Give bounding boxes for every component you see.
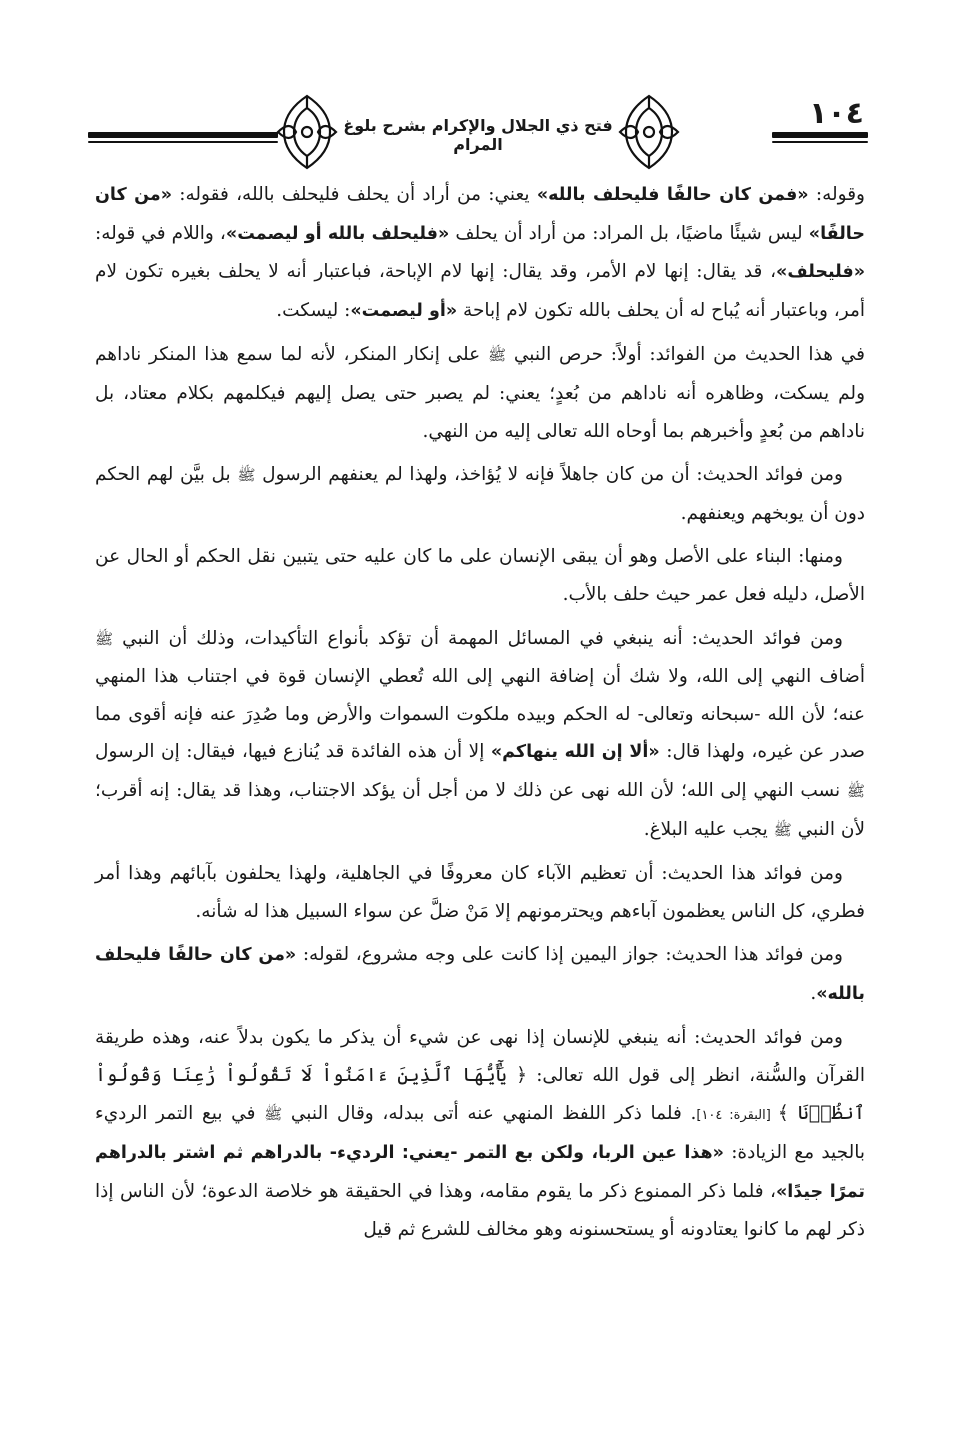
paragraph-7: ومن فوائد هذا الحديث: جواز اليمين إذا كانت على وجه مشروع، لقوله: «من كان حالفًا فليحلف بالله». [95, 944, 865, 1004]
hadith-quote: «من كان حالفًا» [95, 185, 865, 244]
hadith-quote: «هذا عين الربا، ولكن بع التمر -يعني: الرديء- بالدراهم ثم اشتر بالدراهم تمرًا جيدًا» [95, 1143, 865, 1202]
header-rule-right [772, 132, 868, 138]
verse-reference: [البقرة: ١٠٤] [696, 1107, 778, 1123]
paragraph-3: ومن فوائد الحديث: أن من كان جاهلاً فإنه لا يُؤاخذ، ولهذا لم يعنفهم الرسول ﷺ بل بيَّن لهم الحكم دون أن يوبخهم ويعنفهم. [95, 464, 865, 524]
page-number: ١٠٤ [809, 96, 864, 131]
header-rule-right-thin [772, 141, 868, 143]
page-body [95, 176, 865, 1255]
page-header [88, 92, 868, 172]
paragraph-4: ومنها: البناء على الأصل وهو أن يبقى الإنسان على ما كان عليه حتى يتبين نقل الحكم أو الحال عن الأصل، دليله فعل عمر حيث حلف بالأب. [95, 546, 865, 605]
paragraph-8: ومن فوائد الحديث: أنه ينبغي للإنسان إذا نهى عن شيء أن يذكر ما يكون بدلاً عنه، وهذه طريقة القرآن والسُّنة، انظر إلى قول الله تعالى: ﴿ يَٰٓأَيُّهَا ٱلَّذِينَ ءَامَنُواْ لَا تَقُولُواْ رَٰعِنَا وَقُولُواْ ٱنظُرۡنَا ﴾ [البقرة: ١٠٤]. فلما ذكر اللفظ المنهي عنه أتى ببدله، وقال النبي ﷺ في بيع التمر الرديء بالجيد مع الزيادة: «هذا عين الربا، ولكن بع التمر -يعني: الرديء- بالدراهم ثم اشتر بالدراهم تمرًا جيدًا»، فلما ذكر الممنوع ذكر ما يقوم مقامه، وهذا في الحقيقة هو خلاصة الدعوة؛ لأن الناس إذا ذكر لهم ما كانوا يعتادونه أو يستحسنونه وهو مخالف للشرع ثم قيل [95, 1027, 865, 1241]
hadith-quote: «من كان حالفًا فليحلف بالله» [95, 945, 865, 1004]
salutation-icon: ﷺ [773, 820, 792, 839]
hadith-quote: «فمن كان حالفًا فليحلف بالله» [536, 185, 809, 205]
running-title: فتح ذي الجلال والإكرام بشرح بلوغ المرام [343, 116, 613, 154]
quran-bracket-close: ﴾ [777, 1101, 789, 1124]
ornament-left-icon [274, 92, 340, 172]
paragraph-5: ومن فوائد الحديث: أنه ينبغي في المسائل المهمة أن تؤكد بأنواع التأكيدات، وذلك أن النبي ﷺ أضاف النهي إلى الله، ولا شك أن إضافة النهي إلى الله تُعطي الإنسان قوة في اجتناب هذا المنهي عنه؛ لأن الله -سبحانه وتعالى- له الحكم وبيده ملكوت السموات والأرض وما صُدِرَ عنه فإنه أقوى مما صدر عن غيره، ولهذا قال: «ألا إن الله ينهاكم» إلا أن هذه الفائدة قد يُنازع فيها، فيقال: إن الرسول ﷺ نسب النهي إلى الله؛ لأن الله نهى عن ذلك لا من أجل أن يؤكد الاجتناب، وهذا قد يقال: إنه أقرب؛ لأن النبي ﷺ يجب عليه البلاغ. [95, 627, 866, 840]
salutation-icon: ﷺ [95, 629, 114, 648]
header-rule-left-thin [88, 141, 278, 143]
quran-bracket-open: ﴿ [515, 1064, 528, 1087]
ornament-right-icon [616, 92, 682, 172]
quran-verse: يَٰٓأَيُّهَا ٱلَّذِينَ ءَامَنُواْ لَا تَقُولُواْ رَٰعِنَا وَقُولُواْ ٱنظُرۡنَا [95, 1064, 865, 1124]
hadith-quote: «فليحلف» [776, 262, 865, 283]
header-rule-left [88, 132, 278, 138]
paragraph-1: وقوله: «فمن كان حالفًا فليحلف بالله» يعني: من أراد أن يحلف فليحلف بالله، فقوله: «من كان حالفًا» ليس شيئًا ماضيًا، بل المراد: من أراد أن يحلف «فليحلف بالله أو ليصمت»، واللام في قوله: «فليحلف»، قد يقال: إنها لام الأمر، وقد يقال: إنها لام الإباحة، فباعتبار أنه لا يحلف بغيره تكون لام أمر، وباعتبار أنه يُباح له أن يحلف بالله تكون لام إباحة «أو ليصمت»: ليسكت. [95, 184, 865, 321]
hadith-quote: «فليحلف بالله أو ليصمت» [225, 223, 450, 244]
salutation-icon: ﷺ [846, 781, 865, 800]
salutation-icon: ﷺ [264, 1104, 283, 1123]
paragraph-6: ومن فوائد هذا الحديث: أن تعظيم الآباء كان معروفًا في الجاهلية، ولهذا يحلفون بآبائهم وهذا أمر فطري، كل الناس يعظمون آباءهم ويحترمونهم إلا مَنْ ضلَّ عن سواء السبيل هذا له شأنه. [95, 863, 865, 922]
hadith-quote: «أو ليصمت» [350, 300, 458, 321]
paragraph-2: في هذا الحديث من الفوائد: أولاً: حرص النبي ﷺ على إنكار المنكر، لأنه لما سمع هذا المنكر ناداهم ولم يسكت، وظاهره أنه ناداهم من بُعدٍ؛ يعني: لم يصبر حتى يصل إليهم فيكلمهم بكلام معتاد، بل ناداهم من بُعدٍ وأخبرهم بما أوحاه الله تعالى إليه من النهي. [95, 344, 865, 442]
hadith-quote: «ألا إن الله ينهاكم» [490, 742, 660, 763]
salutation-icon: ﷺ [237, 466, 256, 485]
salutation-icon: ﷺ [487, 346, 507, 365]
